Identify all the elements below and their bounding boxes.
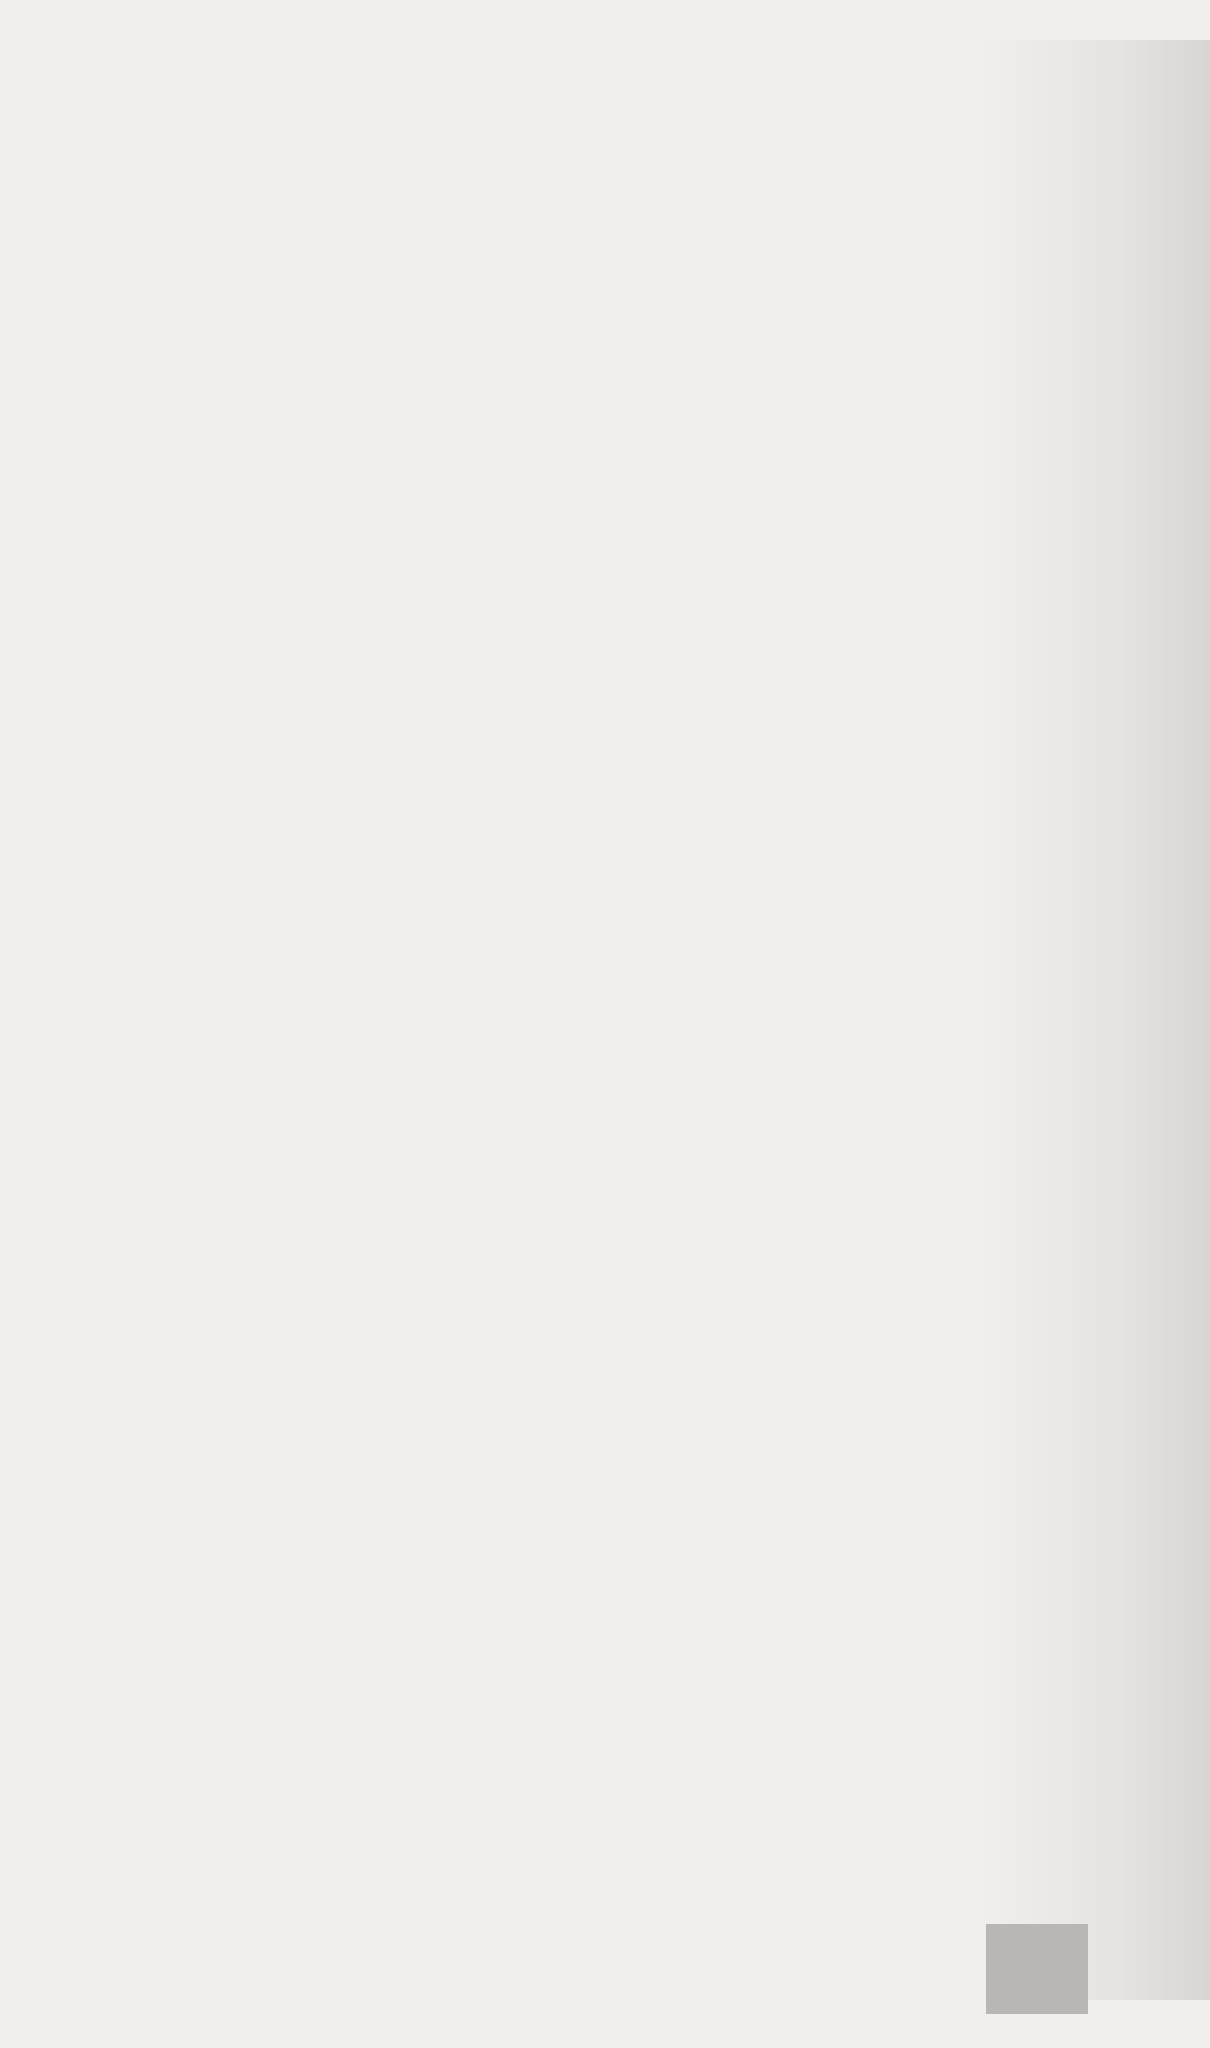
page-number: [986, 1924, 1088, 2014]
bleed-through-shadow: [980, 40, 1210, 2000]
chapter-heading: [58, 72, 1088, 126]
table-of-contents: [58, 58, 1088, 126]
